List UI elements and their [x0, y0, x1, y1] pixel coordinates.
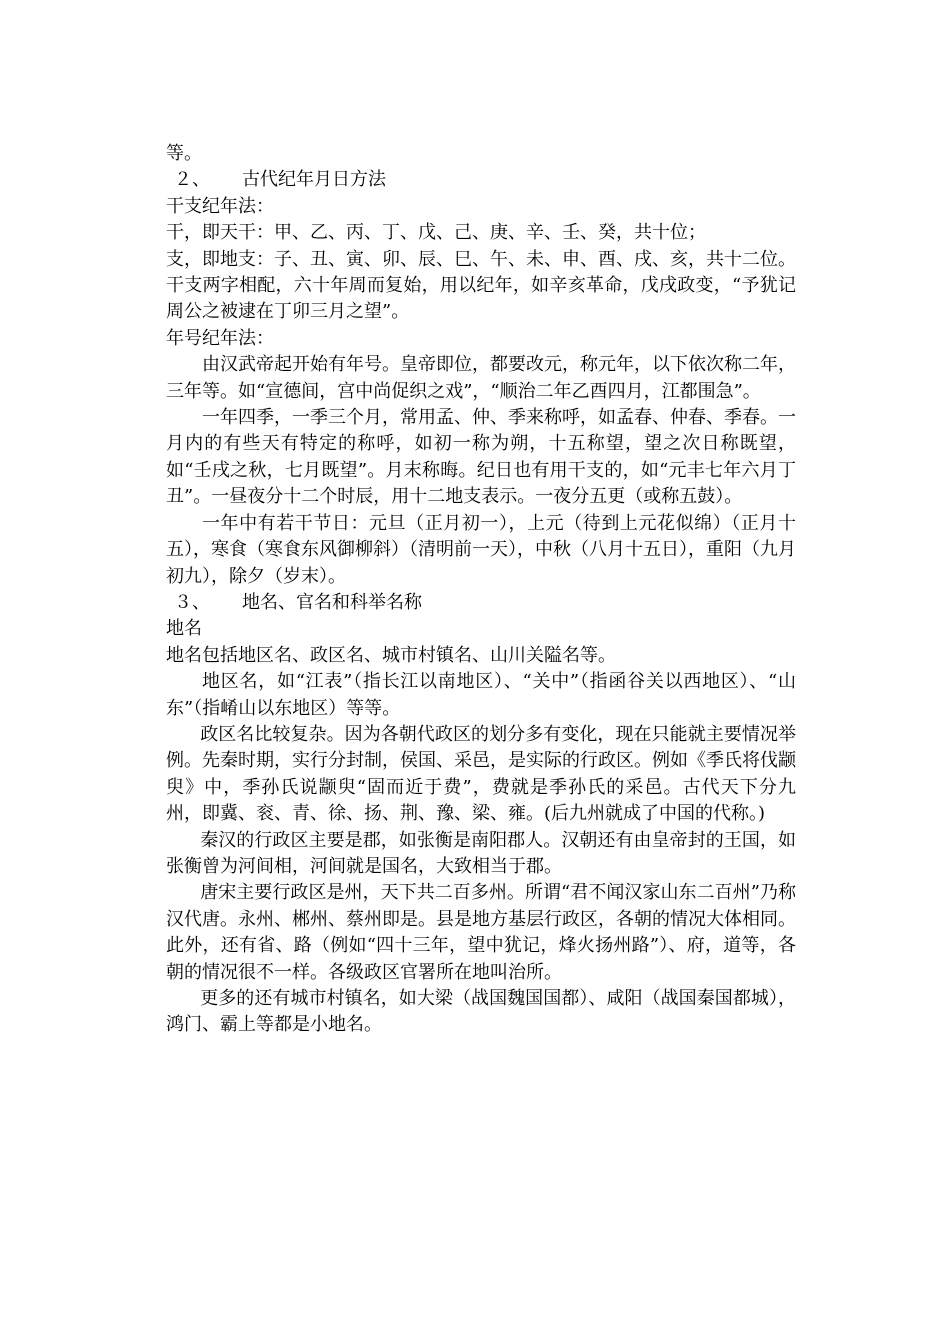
paragraph: 政区名比较复杂。因为各朝代政区的划分多有变化，现在只能就主要情况举例。先秦时期，实行分封制，侯国、采邑，是实际的行政区。例如《季氏将伐颛臾》中，季孙氏说颛臾“固而近于费”，费就是季孙氏的采邑。古代天下分九州，即冀、衮、青、徐、扬、荆、豫、梁、雍。(后九州就成了中国的代称。) — [166, 723, 796, 825]
paragraph: 干，即天干：甲、乙、丙、丁、戊、己、庚、辛、壬、癸，共十位； — [166, 222, 706, 244]
paragraph: 一年中有若干节日：元旦（正月初一），上元（待到上元花似绵）（正月十五），寒食（寒食东风御柳斜）（清明前一天），中秋（八月十五日），重阳（九月初九），除夕（岁末）。 — [166, 512, 796, 587]
subheading: 干支纪年法： — [166, 195, 274, 217]
section-heading-2 — [166, 167, 796, 193]
paragraph: 一年四季，一季三个月，常用孟、仲、季来称呼，如孟春、仲春、季春。一月内的有些天有特定的称呼，如初一称为朔，十五称望，望之次日称既望，如“壬戌之秋，七月既望”。月末称晦。纪日也有用干支的，如“元丰七年六月丁丑”。一昼夜分十二个时辰，用十二地支表示。一夜分五更（或称五鼓）。 — [166, 407, 796, 508]
paragraph: 等。 — [166, 143, 202, 164]
paragraph: 地名包括地区名、政区名、城市村镇名、山川关隘名等。 — [166, 644, 616, 666]
paragraph: 支，即地支：子、丑、寅、卯、辰、巳、午、未、申、酉、戌、亥，共十二位。干支两字相配，六十年周而复始，用以纪年，如辛亥革命，戊戌政变，“予犹记周公之被逮在丁卯三月之望”。 — [166, 248, 796, 323]
section-title: 地名、官名和科举名称 — [242, 591, 422, 613]
paragraph: 秦汉的行政区主要是郡，如张衡是南阳郡人。汉朝还有由皇帝封的王国，如张衡曾为河间相，河间就是国名，大致相当于郡。 — [166, 829, 796, 877]
paragraph: 更多的还有城市村镇名，如大梁（战国魏国国都）、咸阳（战国秦国都城），鸿门、霸上等都是小地名。 — [166, 988, 796, 1036]
paragraph: 地区名，如“江表”（指长江以南地区）、“关中”（指函谷关以西地区）、“山东”（指崤山以东地区）等等。 — [166, 671, 796, 719]
document-body — [166, 141, 796, 1039]
paragraph: 唐宋主要行政区是州，天下共二百多州。所谓“君不闻汉家山东二百州”乃称汉代唐。永州、郴州、蔡州即是。县是地方基层行政区，各朝的情况大体相同。此外，还有省、路（例如“四十三年，望中犹记，烽火扬州路”）、府，道等，各朝的情况很不一样。各级政区官署所在地叫治所。 — [166, 882, 796, 983]
section-number: ２、 — [174, 169, 210, 191]
subheading: 地名 — [166, 618, 202, 640]
section-title: 古代纪年月日方法 — [242, 169, 386, 191]
section-heading-3 — [166, 590, 796, 616]
section-number: ３、 — [174, 591, 210, 613]
subheading: 年号纪年法： — [166, 327, 274, 349]
paragraph: 由汉武帝起开始有年号。皇帝即位，都要改元，称元年，以下依次称二年，三年等。如“宣德间，宫中尚促织之戏”，“顺治二年乙酉四月，江都围急”。 — [166, 354, 796, 402]
